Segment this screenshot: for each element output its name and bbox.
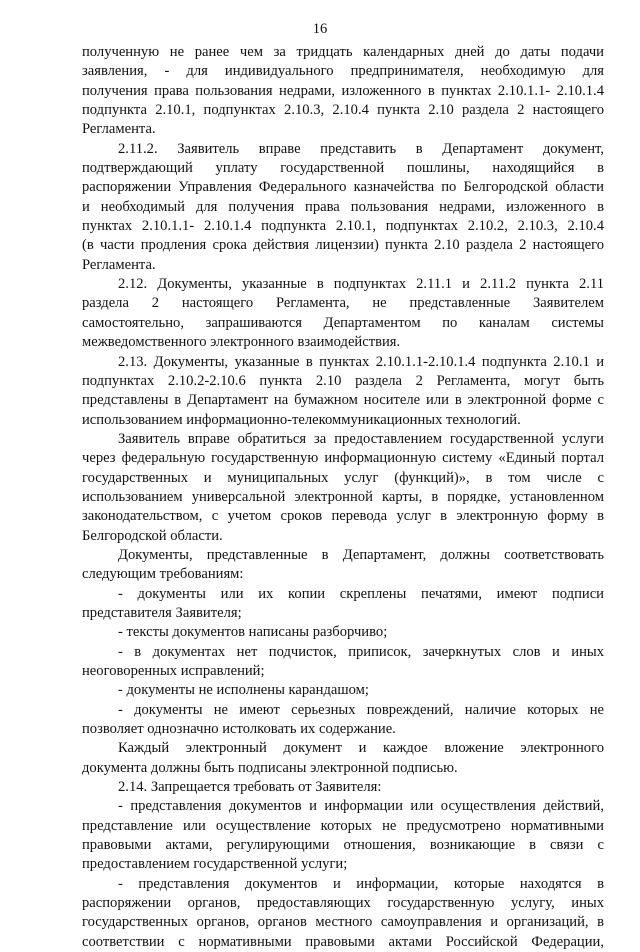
text-line: Белгородской области. (82, 527, 223, 544)
paragraph (82, 701, 604, 740)
text-line: - представления документов и информации или осуществления действий, (118, 798, 604, 815)
text-line: представление или осуществление которых не предусмотрено нормативными (82, 817, 604, 834)
text-line: предоставлением государственной услуги; (82, 856, 348, 873)
text-line: Каждый электронный документ и каждое вложение электронного (118, 740, 604, 757)
text-line: подтверждающий уплату государственной пошлины, находящийся в (82, 160, 604, 177)
text-line: 2.13. Документы, указанные в пунктах 2.10.1.1-2.10.1.4 подпункта 2.10.1 и (118, 353, 604, 370)
text-line: (в части продления срока действия лицензии) пункта 2.10 раздела 2 настоящего (82, 237, 604, 254)
text-line: - документы не имеют серьезных повреждений, наличие которых не (118, 701, 604, 718)
text-line: подпункта 2.10.1, подпунктах 2.10.3, 2.10.4 пункта 2.10 раздела 2 настоящего (82, 102, 604, 119)
paragraph (82, 623, 604, 642)
text-line: - тексты документов написаны разборчиво; (118, 624, 388, 641)
text-line: документа должны быть подписаны электронной подписью. (82, 759, 458, 776)
page-number: 16 (312, 21, 328, 37)
text-line: полученную не ранее чем за тридцать календарных дней до даты подачи (82, 44, 604, 60)
text-line: - в документах нет подчисток, приписок, зачеркнутых слов и иных (118, 643, 604, 660)
text-line: подпунктах 2.10.2-2.10.6 пункта 2.10 раздела 2 Регламента, могут быть (82, 372, 604, 389)
text-line: неоговоренных исправлений; (82, 663, 265, 679)
text-line: 2.14. Запрещается требовать от Заявителя: (118, 779, 382, 796)
text-line: представлены в Департамент на бумажном носителе или в электронной форме с (82, 392, 604, 409)
paragraph (82, 797, 604, 874)
paragraph (82, 739, 604, 778)
text-line: Документы, представленные в Департамент, должны соответствовать (118, 546, 604, 563)
text-line: - документы не исполнены карандашом; (118, 682, 369, 699)
text-line: Заявитель вправе обратиться за предоставлением государственной услуги (118, 430, 604, 447)
paragraph (82, 643, 604, 682)
text-line: Регламента. (82, 121, 156, 138)
paragraph (82, 275, 604, 352)
paragraph (82, 585, 604, 624)
text-line: получения права пользования недрами, изложенного в пунктах 2.10.1.1- 2.10.1.4 (82, 82, 604, 99)
paragraph (82, 778, 604, 797)
text-line: раздела 2 настоящего Регламента, не представленные Заявителем (82, 295, 604, 312)
paragraph (82, 140, 604, 275)
paragraph (82, 546, 604, 585)
text-line: распоряжении органов, предоставляющих государственную услугу, иных (82, 895, 604, 912)
text-line: правовыми актами, регулирующими отношения, возникающие в связи с (82, 837, 604, 854)
text-line: соответствии с нормативными правовыми актами Российской Федерации, (82, 933, 604, 950)
paragraph (82, 681, 604, 700)
paragraph (82, 875, 604, 952)
text-line: использованием универсальной электронной карты, в порядке, установленном (82, 488, 604, 505)
text-line: - представления документов и информации, которые находятся в (118, 875, 604, 892)
text-line: межведомственного электронного взаимодействия. (82, 334, 401, 351)
text-line: через федеральную государственную информационную систему «Единый портал (82, 450, 604, 467)
text-line: законодательством, с учетом сроков перевода услуг в электронную форму в (82, 508, 604, 525)
paragraph (82, 430, 604, 546)
text-line: использованием информационно-телекоммуникационных технологий. (82, 411, 521, 428)
text-line: заявления, - для индивидуального предпринимателя, необходимую для (82, 63, 604, 80)
text-line: самостоятельно, запрашиваются Департаментом по каналам системы (82, 314, 604, 331)
document-body (82, 43, 604, 952)
text-line: представителя Заявителя; (82, 604, 242, 621)
text-line: пунктах 2.10.1.1- 2.10.1.4 подпункта 2.10.1, подпунктах 2.10.2, 2.10.3, 2.10.4 (82, 218, 604, 235)
text-line: 2.11.2. Заявитель вправе представить в Департамент документ, (118, 140, 604, 157)
text-line: позволяет однозначно истолковать их содержание. (82, 721, 396, 738)
text-line: распоряжении Управления Федерального казначейства по Белгородской области (82, 179, 604, 196)
text-line: 2.12. Документы, указанные в подпунктах 2.11.1 и 2.11.2 пункта 2.11 (118, 276, 604, 293)
text-line: - документы или их копии скреплены печатями, имеют подписи (118, 585, 604, 602)
text-line: и необходимый для получения права пользования недрами, изложенного в (82, 198, 604, 215)
text-line: Регламента. (82, 256, 156, 273)
text-line: государственных органов, органов местного самоуправления и организаций, в (82, 914, 604, 931)
text-line: государственных и муниципальных услуг (функций)», в том числе с (82, 469, 604, 486)
text-line: следующим требованиям: (82, 566, 244, 583)
paragraph (82, 43, 604, 140)
paragraph (82, 353, 604, 430)
